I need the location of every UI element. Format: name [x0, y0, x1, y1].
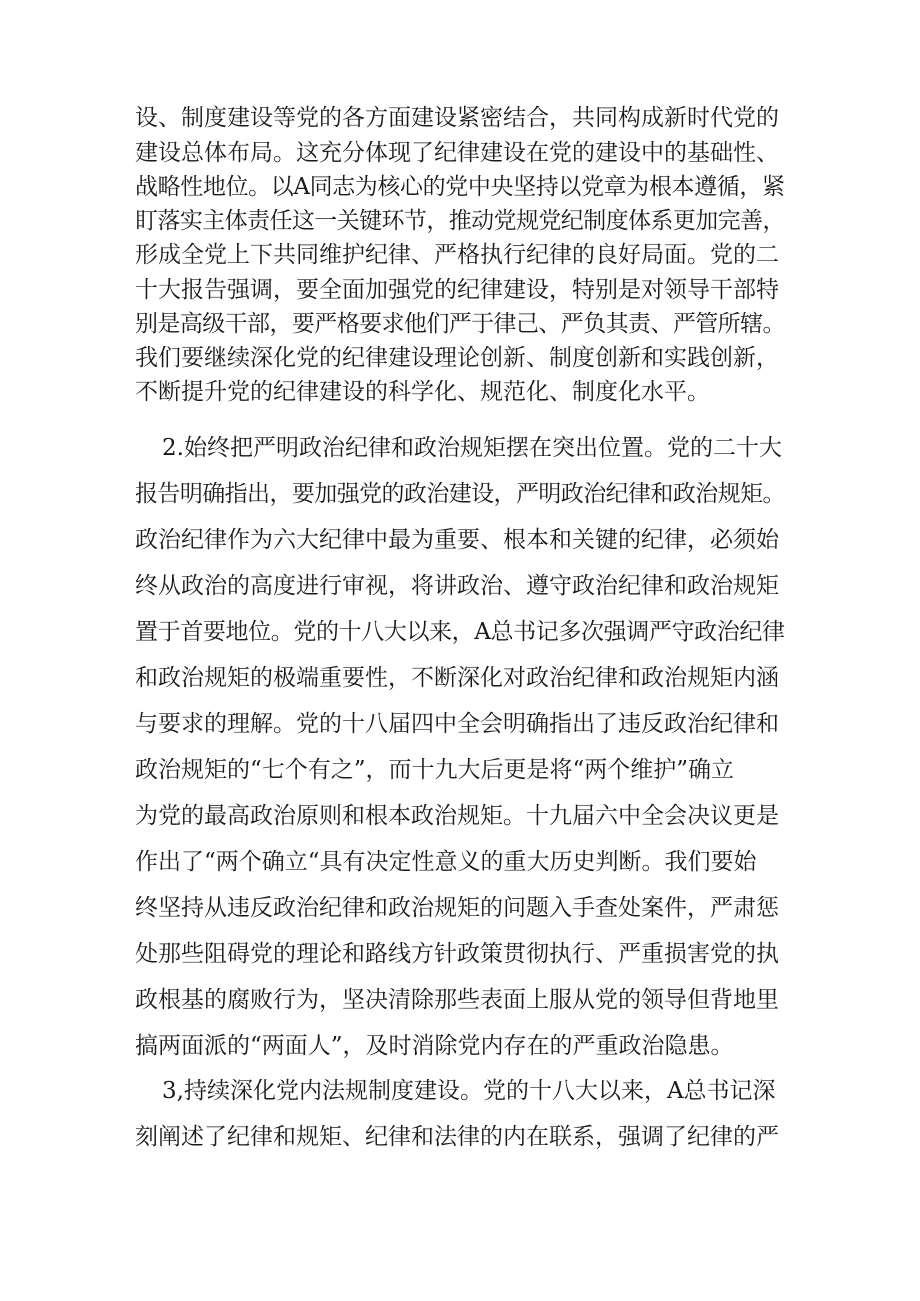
text-line: 政根基的腐败行为，坚决清除那些表面上服从党的领导但背地里 [135, 987, 779, 1013]
text-line: 处那些阻碍党的理论和路线方针政策贯彻执行、严重损害党的执 [135, 941, 779, 967]
text-line: 和政治规矩的极端重要性，不断深化对政治纪律和政治规矩内涵 [135, 665, 779, 691]
text-line: 形成全党上下共同维护纪律、严格执行纪律的良好局面。党的二 [135, 242, 779, 268]
text-line: 与要求的理解。党的十八届四中全会明确指出了违反政治纪律和 [135, 711, 779, 737]
text-line: 作出了“两个确立“具有决定性意义的重大历史判断。我们要始 [135, 849, 757, 875]
text-line: 刻阐述了纪律和规矩、纪律和法律的内在联系，强调了纪律的严 [135, 1124, 779, 1150]
text-line: 我们要继续深化党的纪律建设理论创新、制度创新和实践创新， [135, 345, 779, 371]
text-line: 政治规矩的“七个有之”，而十九大后更是将“两个维护”确立 [135, 757, 735, 783]
text-line: 战略性地位。以A同志为核心的党中央坚持以党章为根本遵循，紧 [135, 174, 785, 200]
text-line: 别是高级干部，要严格要求他们严于律己、严负其责、严管所辖。 [135, 311, 785, 337]
text-line: 建设总体布局。这充分体现了纪律建设在党的建设中的基础性、 [135, 140, 779, 166]
text-line: 政治纪律作为六大纪律中最为重要、根本和关键的纪律，必须始 [135, 527, 779, 553]
text-line: 不断提升党的纪律建设的科学化、规范化、制度化水平。 [135, 379, 710, 405]
text-line: 终从政治的高度进行审视，将讲政治、遵守政治纪律和政治规矩 [135, 573, 779, 599]
text-line: 十大报告强调，要全面加强党的纪律建设，特别是对领导干部特 [135, 277, 779, 303]
text-line: 报告明确指出，要加强党的政治建设，严明政治纪律和政治规矩。 [135, 481, 785, 507]
text-line: 搞两面派的“两面人”，及时消除党内存在的严重政治隐患。 [135, 1033, 734, 1059]
text-line: 终坚持从违反政治纪律和政治规矩的问题入手查处案件，严肃惩 [135, 895, 779, 921]
section-heading-line: 3,持续深化党内法规制度建设。党的十八大以来，A总书记深 [162, 1078, 776, 1104]
text-line: 盯落实主体责任这一关键环节，推动党规党纪制度体系更加完善， [135, 208, 785, 234]
text-line: 为党的最高政治原则和根本政治规矩。十九届六中全会决议更是 [135, 803, 779, 829]
text-line: 设、制度建设等党的各方面建设紧密结合，共同构成新时代党的 [135, 105, 779, 131]
section-heading-line: 2.始终把严明政治纪律和政治规矩摆在突出位置。党的二十大 [162, 435, 782, 461]
text-line: 置于首要地位。党的十八大以来，A总书记多次强调严守政治纪律 [135, 619, 785, 645]
